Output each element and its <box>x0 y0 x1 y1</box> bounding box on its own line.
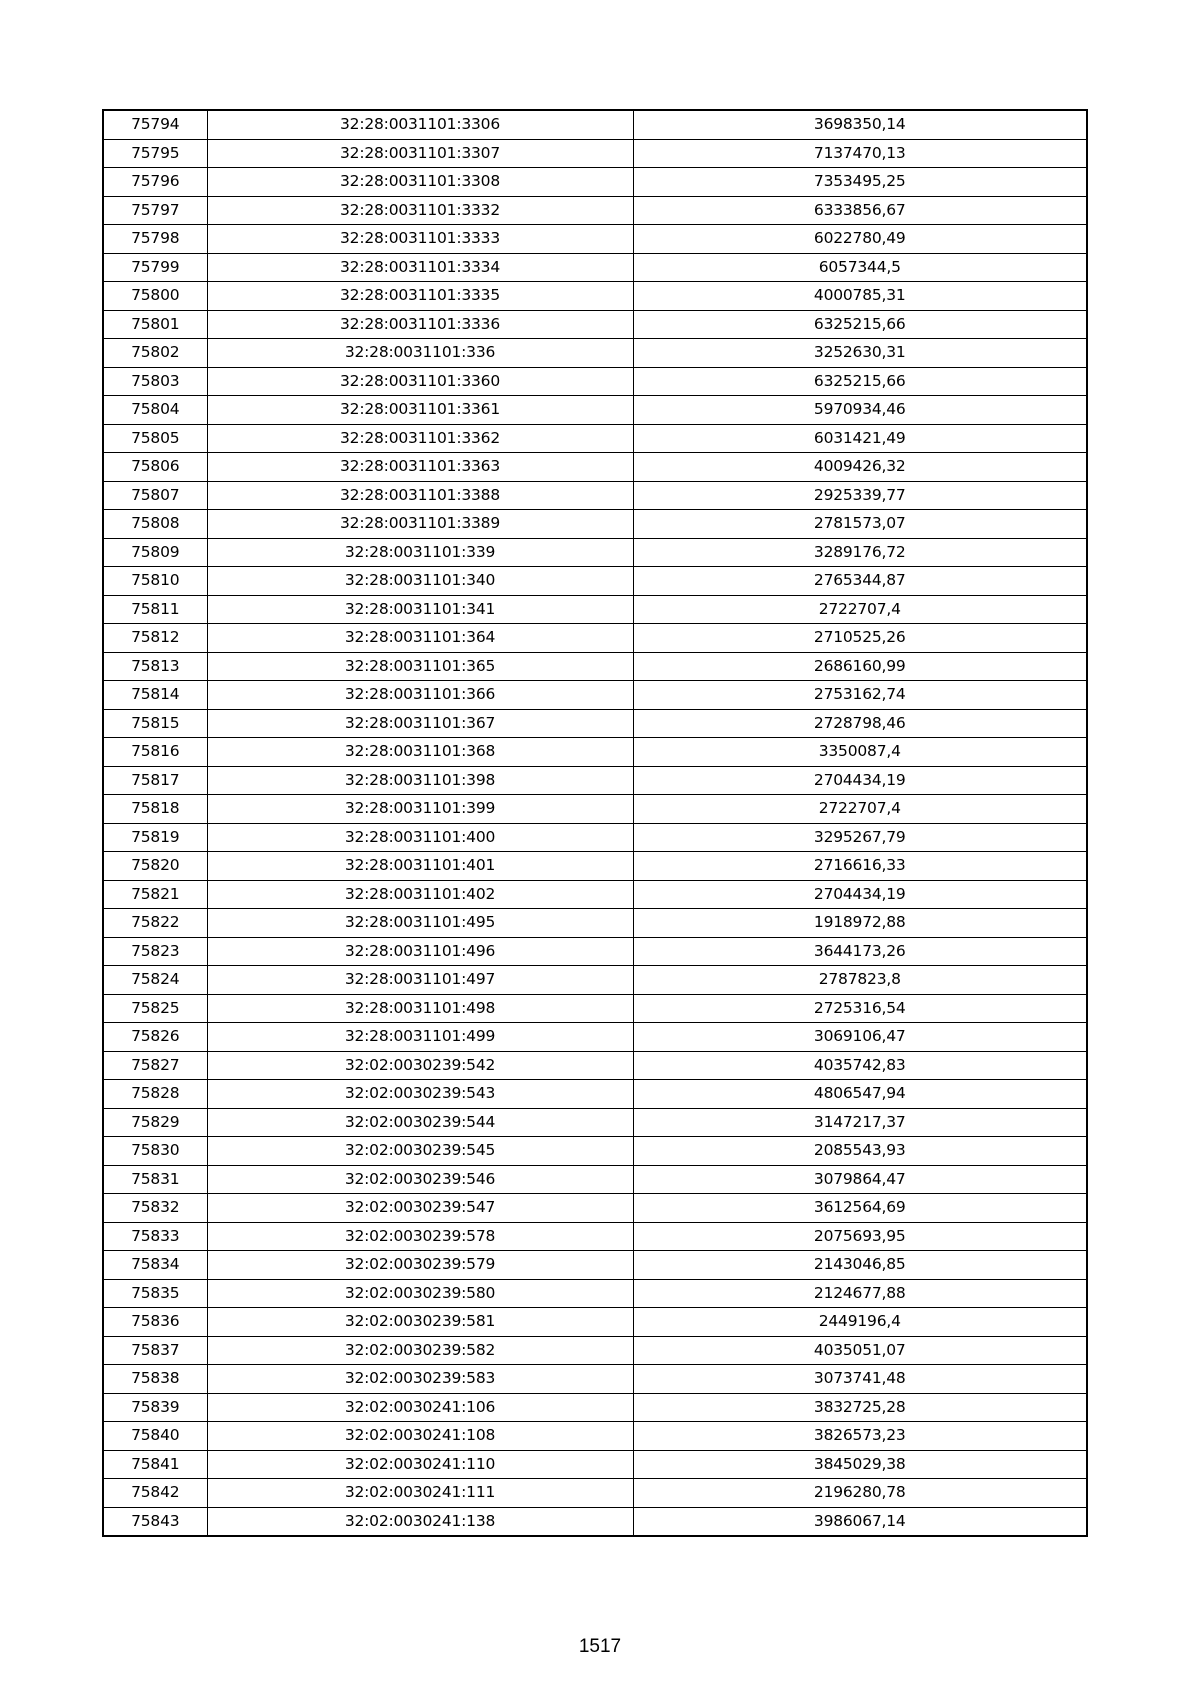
row-number-cell: 75803 <box>103 367 207 396</box>
row-number-cell: 75813 <box>103 652 207 681</box>
cadastral-number-cell: 32:28:0031101:3333 <box>207 225 633 254</box>
table-row <box>103 681 1087 710</box>
value-cell: 2781573,07 <box>633 510 1087 539</box>
table-row <box>103 1507 1087 1536</box>
cadastral-number-cell: 32:28:0031101:3388 <box>207 481 633 510</box>
table-row <box>103 624 1087 653</box>
cadastral-number-cell: 32:28:0031101:401 <box>207 852 633 881</box>
row-number-cell: 75806 <box>103 453 207 482</box>
value-cell: 4009426,32 <box>633 453 1087 482</box>
value-cell: 2787823,8 <box>633 966 1087 995</box>
row-number-cell: 75836 <box>103 1308 207 1337</box>
value-cell: 6057344,5 <box>633 253 1087 282</box>
row-number-cell: 75796 <box>103 168 207 197</box>
table-row <box>103 852 1087 881</box>
table-row <box>103 1422 1087 1451</box>
value-cell: 2925339,77 <box>633 481 1087 510</box>
row-number-cell: 75837 <box>103 1336 207 1365</box>
cadastral-number-cell: 32:28:0031101:366 <box>207 681 633 710</box>
row-number-cell: 75830 <box>103 1137 207 1166</box>
cadastral-number-cell: 32:02:0030239:581 <box>207 1308 633 1337</box>
table-row <box>103 310 1087 339</box>
row-number-cell: 75832 <box>103 1194 207 1223</box>
value-cell: 2722707,4 <box>633 595 1087 624</box>
cadastral-number-cell: 32:02:0030239:542 <box>207 1051 633 1080</box>
cadastral-number-cell: 32:28:0031101:367 <box>207 709 633 738</box>
cadastral-number-cell: 32:28:0031101:340 <box>207 567 633 596</box>
row-number-cell: 75823 <box>103 937 207 966</box>
table-row <box>103 1393 1087 1422</box>
value-cell: 3698350,14 <box>633 110 1087 139</box>
row-number-cell: 75818 <box>103 795 207 824</box>
cadastral-number-cell: 32:28:0031101:365 <box>207 652 633 681</box>
row-number-cell: 75822 <box>103 909 207 938</box>
table-row <box>103 1108 1087 1137</box>
value-cell: 2716616,33 <box>633 852 1087 881</box>
row-number-cell: 75825 <box>103 994 207 1023</box>
row-number-cell: 75808 <box>103 510 207 539</box>
cadastral-number-cell: 32:28:0031101:498 <box>207 994 633 1023</box>
value-cell: 3350087,4 <box>633 738 1087 767</box>
cadastral-number-cell: 32:28:0031101:398 <box>207 766 633 795</box>
cadastral-number-cell: 32:28:0031101:3362 <box>207 424 633 453</box>
cadastral-number-cell: 32:28:0031101:402 <box>207 880 633 909</box>
table-row <box>103 1279 1087 1308</box>
value-cell: 2725316,54 <box>633 994 1087 1023</box>
table-row <box>103 367 1087 396</box>
row-number-cell: 75801 <box>103 310 207 339</box>
value-cell: 2196280,78 <box>633 1479 1087 1508</box>
cadastral-number-cell: 32:28:0031101:3306 <box>207 110 633 139</box>
table-row <box>103 1365 1087 1394</box>
row-number-cell: 75814 <box>103 681 207 710</box>
cadastral-number-cell: 32:28:0031101:3307 <box>207 139 633 168</box>
row-number-cell: 75834 <box>103 1251 207 1280</box>
registry-table <box>102 109 1088 1537</box>
table-row <box>103 168 1087 197</box>
cadastral-number-cell: 32:02:0030241:106 <box>207 1393 633 1422</box>
cadastral-number-cell: 32:28:0031101:3335 <box>207 282 633 311</box>
row-number-cell: 75824 <box>103 966 207 995</box>
table-row <box>103 1308 1087 1337</box>
value-cell: 2449196,4 <box>633 1308 1087 1337</box>
value-cell: 2085543,93 <box>633 1137 1087 1166</box>
value-cell: 3079864,47 <box>633 1165 1087 1194</box>
table-row <box>103 937 1087 966</box>
value-cell: 6325215,66 <box>633 310 1087 339</box>
table-row <box>103 766 1087 795</box>
cadastral-number-cell: 32:28:0031101:3332 <box>207 196 633 225</box>
row-number-cell: 75805 <box>103 424 207 453</box>
row-number-cell: 75843 <box>103 1507 207 1536</box>
row-number-cell: 75797 <box>103 196 207 225</box>
cadastral-number-cell: 32:28:0031101:341 <box>207 595 633 624</box>
cadastral-number-cell: 32:28:0031101:496 <box>207 937 633 966</box>
value-cell: 3826573,23 <box>633 1422 1087 1451</box>
row-number-cell: 75799 <box>103 253 207 282</box>
cadastral-number-cell: 32:28:0031101:495 <box>207 909 633 938</box>
value-cell: 2722707,4 <box>633 795 1087 824</box>
row-number-cell: 75835 <box>103 1279 207 1308</box>
row-number-cell: 75809 <box>103 538 207 567</box>
row-number-cell: 75826 <box>103 1023 207 1052</box>
value-cell: 2704434,19 <box>633 880 1087 909</box>
value-cell: 6022780,49 <box>633 225 1087 254</box>
cadastral-number-cell: 32:02:0030239:578 <box>207 1222 633 1251</box>
value-cell: 3073741,48 <box>633 1365 1087 1394</box>
value-cell: 4035742,83 <box>633 1051 1087 1080</box>
value-cell: 5970934,46 <box>633 396 1087 425</box>
row-number-cell: 75820 <box>103 852 207 881</box>
row-number-cell: 75815 <box>103 709 207 738</box>
value-cell: 2075693,95 <box>633 1222 1087 1251</box>
value-cell: 2710525,26 <box>633 624 1087 653</box>
cadastral-number-cell: 32:28:0031101:400 <box>207 823 633 852</box>
value-cell: 3147217,37 <box>633 1108 1087 1137</box>
table-row <box>103 1165 1087 1194</box>
table-row <box>103 909 1087 938</box>
cadastral-number-cell: 32:28:0031101:3389 <box>207 510 633 539</box>
table-row <box>103 738 1087 767</box>
cadastral-number-cell: 32:02:0030239:546 <box>207 1165 633 1194</box>
value-cell: 7353495,25 <box>633 168 1087 197</box>
table-row <box>103 595 1087 624</box>
row-number-cell: 75829 <box>103 1108 207 1137</box>
cadastral-number-cell: 32:02:0030241:108 <box>207 1422 633 1451</box>
row-number-cell: 75812 <box>103 624 207 653</box>
cadastral-number-cell: 32:02:0030239:579 <box>207 1251 633 1280</box>
cadastral-number-cell: 32:28:0031101:3334 <box>207 253 633 282</box>
cadastral-number-cell: 32:28:0031101:339 <box>207 538 633 567</box>
row-number-cell: 75795 <box>103 139 207 168</box>
table-row <box>103 1194 1087 1223</box>
table-row <box>103 652 1087 681</box>
table-row <box>103 538 1087 567</box>
row-number-cell: 75798 <box>103 225 207 254</box>
table-row <box>103 339 1087 368</box>
value-cell: 2686160,99 <box>633 652 1087 681</box>
table-row <box>103 1051 1087 1080</box>
cadastral-number-cell: 32:28:0031101:3308 <box>207 168 633 197</box>
cadastral-number-cell: 32:02:0030239:582 <box>207 1336 633 1365</box>
table-row <box>103 966 1087 995</box>
table-row <box>103 1023 1087 1052</box>
table-row <box>103 1336 1087 1365</box>
cadastral-number-cell: 32:02:0030239:580 <box>207 1279 633 1308</box>
row-number-cell: 75811 <box>103 595 207 624</box>
value-cell: 3252630,31 <box>633 339 1087 368</box>
table-row <box>103 424 1087 453</box>
cadastral-number-cell: 32:28:0031101:364 <box>207 624 633 653</box>
registry-table-body <box>103 110 1087 1536</box>
table-row <box>103 1080 1087 1109</box>
value-cell: 2143046,85 <box>633 1251 1087 1280</box>
table-row <box>103 1137 1087 1166</box>
cadastral-number-cell: 32:02:0030239:545 <box>207 1137 633 1166</box>
value-cell: 6333856,67 <box>633 196 1087 225</box>
row-number-cell: 75810 <box>103 567 207 596</box>
table-row <box>103 567 1087 596</box>
cadastral-number-cell: 32:28:0031101:368 <box>207 738 633 767</box>
table-row <box>103 1450 1087 1479</box>
row-number-cell: 75819 <box>103 823 207 852</box>
table-row <box>103 880 1087 909</box>
cadastral-number-cell: 32:28:0031101:3336 <box>207 310 633 339</box>
row-number-cell: 75841 <box>103 1450 207 1479</box>
row-number-cell: 75816 <box>103 738 207 767</box>
table-row <box>103 823 1087 852</box>
row-number-cell: 75838 <box>103 1365 207 1394</box>
table-row <box>103 139 1087 168</box>
cadastral-number-cell: 32:02:0030241:110 <box>207 1450 633 1479</box>
row-number-cell: 75840 <box>103 1422 207 1451</box>
table-row <box>103 196 1087 225</box>
table-row <box>103 1222 1087 1251</box>
cadastral-number-cell: 32:02:0030241:111 <box>207 1479 633 1508</box>
row-number-cell: 75807 <box>103 481 207 510</box>
table-row <box>103 253 1087 282</box>
page-number: 1517 <box>578 1636 622 1657</box>
cadastral-number-cell: 32:28:0031101:336 <box>207 339 633 368</box>
value-cell: 4035051,07 <box>633 1336 1087 1365</box>
value-cell: 7137470,13 <box>633 139 1087 168</box>
cadastral-number-cell: 32:28:0031101:499 <box>207 1023 633 1052</box>
value-cell: 3069106,47 <box>633 1023 1087 1052</box>
table-row <box>103 282 1087 311</box>
value-cell: 3845029,38 <box>633 1450 1087 1479</box>
cadastral-number-cell: 32:02:0030239:547 <box>207 1194 633 1223</box>
value-cell: 6325215,66 <box>633 367 1087 396</box>
value-cell: 2753162,74 <box>633 681 1087 710</box>
table-row <box>103 453 1087 482</box>
row-number-cell: 75800 <box>103 282 207 311</box>
cadastral-number-cell: 32:28:0031101:497 <box>207 966 633 995</box>
row-number-cell: 75821 <box>103 880 207 909</box>
value-cell: 3289176,72 <box>633 538 1087 567</box>
row-number-cell: 75802 <box>103 339 207 368</box>
value-cell: 3295267,79 <box>633 823 1087 852</box>
cadastral-number-cell: 32:28:0031101:3363 <box>207 453 633 482</box>
value-cell: 2728798,46 <box>633 709 1087 738</box>
value-cell: 6031421,49 <box>633 424 1087 453</box>
value-cell: 3612564,69 <box>633 1194 1087 1223</box>
value-cell: 3986067,14 <box>633 1507 1087 1536</box>
value-cell: 2124677,88 <box>633 1279 1087 1308</box>
cadastral-number-cell: 32:28:0031101:399 <box>207 795 633 824</box>
table-row <box>103 481 1087 510</box>
value-cell: 2704434,19 <box>633 766 1087 795</box>
row-number-cell: 75817 <box>103 766 207 795</box>
value-cell: 1918972,88 <box>633 909 1087 938</box>
row-number-cell: 75827 <box>103 1051 207 1080</box>
table-row <box>103 709 1087 738</box>
cadastral-number-cell: 32:28:0031101:3360 <box>207 367 633 396</box>
row-number-cell: 75794 <box>103 110 207 139</box>
value-cell: 3644173,26 <box>633 937 1087 966</box>
row-number-cell: 75831 <box>103 1165 207 1194</box>
cadastral-number-cell: 32:02:0030239:543 <box>207 1080 633 1109</box>
value-cell: 3832725,28 <box>633 1393 1087 1422</box>
row-number-cell: 75842 <box>103 1479 207 1508</box>
value-cell: 4000785,31 <box>633 282 1087 311</box>
value-cell: 2765344,87 <box>633 567 1087 596</box>
cadastral-number-cell: 32:02:0030241:138 <box>207 1507 633 1536</box>
row-number-cell: 75828 <box>103 1080 207 1109</box>
cadastral-number-cell: 32:02:0030239:544 <box>207 1108 633 1137</box>
table-row <box>103 396 1087 425</box>
cadastral-number-cell: 32:02:0030239:583 <box>207 1365 633 1394</box>
table-row <box>103 994 1087 1023</box>
row-number-cell: 75833 <box>103 1222 207 1251</box>
table-row <box>103 510 1087 539</box>
table-row <box>103 110 1087 139</box>
cadastral-number-cell: 32:28:0031101:3361 <box>207 396 633 425</box>
value-cell: 4806547,94 <box>633 1080 1087 1109</box>
table-row <box>103 225 1087 254</box>
row-number-cell: 75839 <box>103 1393 207 1422</box>
table-row <box>103 795 1087 824</box>
row-number-cell: 75804 <box>103 396 207 425</box>
table-row <box>103 1479 1087 1508</box>
table-row <box>103 1251 1087 1280</box>
